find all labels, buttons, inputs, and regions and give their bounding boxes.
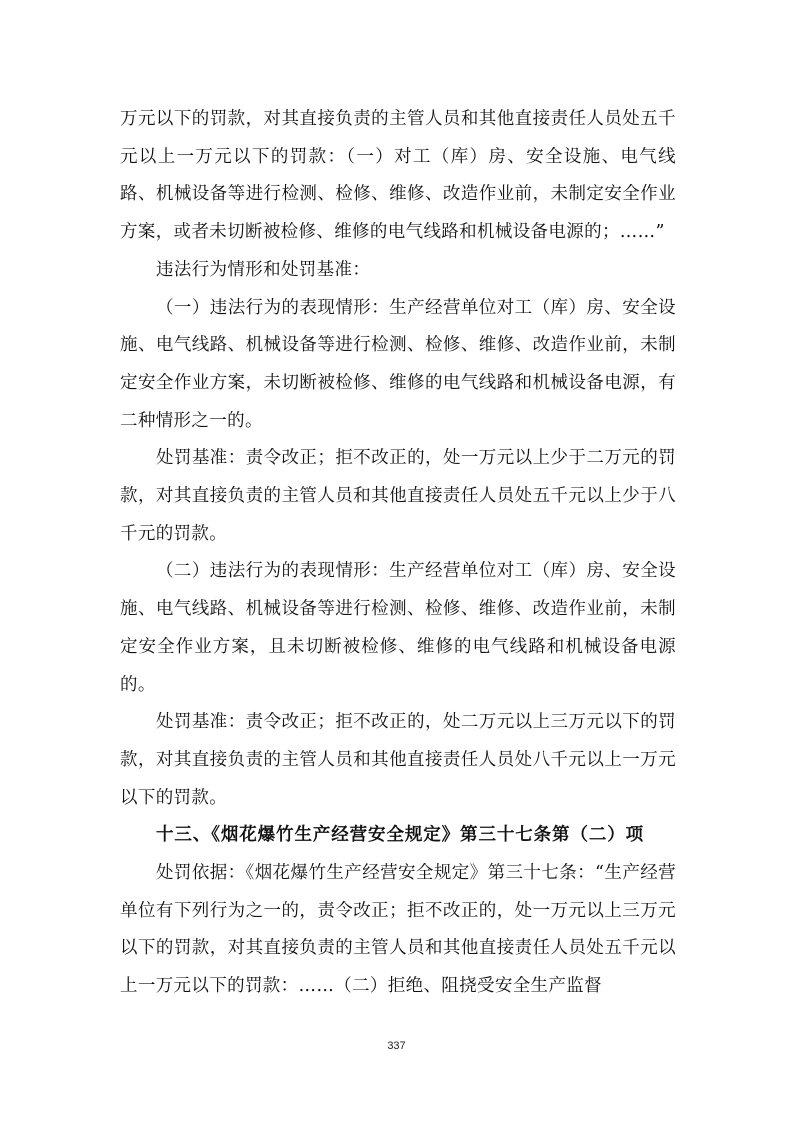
paragraph-continuation: 万元以下的罚款，对其直接负责的主管人员和其他直接责任人员处五千元以上一万元以下的罚款：（一）对工（库）房、安全设施、电气线路、机械设备等进行检测、检修、维修、改造作业前，未制定安全作业方案，或者未切断被检修、维修的电气线路和机械设备电源的；……” xyxy=(120,109,676,243)
paragraph-penalty-standard-two: 处罚基准：责令改正；拒不改正的，处二万元以上三万元以下的罚款，对其直接负责的主管人员和其他直接责任人员处八千元以上一万元以下的罚款。 xyxy=(120,712,676,808)
paragraph-scenario-two: （二）违法行为的表现情形：生产经营单位对工（库）房、安全设施、电气线路、机械设备等进行检测、检修、维修、改造作业前，未制定安全作业方案，且未切断被检修、维修的电气线路和机械设备电源的。 xyxy=(120,561,676,695)
paragraph-violation-scenarios-intro: 违法行为情形和处罚基准： xyxy=(156,259,371,280)
paragraph-scenario-one: （一）违法行为的表现情形：生产经营单位对工（库）房、安全设施、电气线路、机械设备等进行检测、检修、维修、改造作业前，未制定安全作业方案，未切断被检修、维修的电气线路和机械设备电源，有二种情形之一的。 xyxy=(120,297,676,431)
document-body xyxy=(120,101,676,1006)
paragraph-penalty-standard-one: 处罚基准：责令改正；拒不改正的，处一万元以上少于二万元的罚款，对其直接负责的主管人员和其他直接责任人员处五千元以上少于八千元的罚款。 xyxy=(120,448,676,544)
paragraph-penalty-basis: 处罚依据：《烟花爆竹生产经营安全规定》第三十七条：“生产经营单位有下列行为之一的，责令改正；拒不改正的，处一万元以上三万元以下的罚款，对其直接负责的主管人员和其他直接责任人员处五千元以上一万元以下的罚款：……（二）拒绝、阻挠受安全生产监督 xyxy=(120,863,676,997)
section-heading-13: 十三、《烟花爆竹生产经营安全规定》第三十七条第（二）项 xyxy=(156,825,645,846)
page-number: 337 xyxy=(387,1040,406,1052)
